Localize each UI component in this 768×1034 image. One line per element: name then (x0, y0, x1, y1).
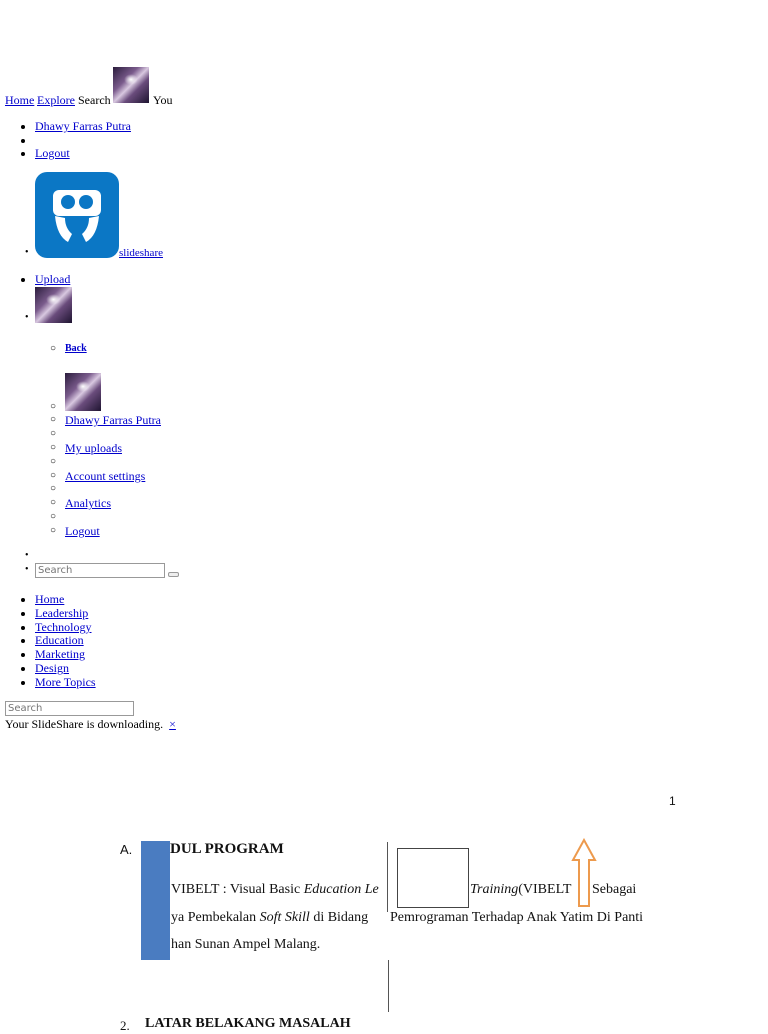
list-item (35, 606, 235, 620)
circle-bullet: ○ (50, 456, 57, 467)
logout-link[interactable]: Logout (35, 146, 70, 160)
analytics-link[interactable]: Analytics (65, 496, 111, 510)
submenu-avatar[interactable] (65, 373, 101, 411)
search-item (20, 550, 220, 582)
download-status-text: Your SlideShare is downloading. (5, 717, 164, 731)
topic-more-topics-link[interactable]: More Topics (35, 675, 96, 689)
slideshare-logo-link[interactable] (35, 172, 119, 262)
topic-design-link[interactable]: Design (35, 661, 69, 675)
brand-item (20, 172, 220, 262)
next-section-heading: LATAR BELAKANG MASALAH (145, 1016, 351, 1031)
back-link[interactable]: Back (65, 343, 87, 354)
profile-item (20, 287, 80, 325)
list-item (35, 634, 235, 647)
account-settings-link[interactable]: Account settings (65, 469, 146, 483)
circle-bullet: ○ (50, 525, 57, 536)
circle-bullet: ○ (50, 483, 57, 494)
bullet: • (25, 564, 29, 575)
doc-text: ya Pembekalan (171, 910, 260, 925)
upload-link[interactable]: Upload (35, 272, 71, 286)
list-item (35, 133, 335, 146)
bullet: • (25, 312, 29, 323)
doc-text: di Bidang (309, 910, 369, 925)
search-input[interactable] (35, 563, 165, 578)
heading-prefix: A. (120, 842, 133, 857)
list-item (35, 620, 235, 634)
list-item (35, 272, 235, 286)
topic-education-link[interactable]: Education (35, 633, 84, 647)
doc-text: Pemrograman Terhadap Anak Yatim Di Panti (390, 910, 644, 925)
topic-leadership-link[interactable]: Leadership (35, 606, 89, 620)
doc-text: (VIBELT (518, 882, 572, 897)
doc-text: Education Le (303, 882, 379, 897)
next-heading-prefix: 2. (120, 1018, 130, 1033)
circle-bullet: ○ (50, 428, 57, 439)
slideshare-logo-icon (35, 172, 119, 258)
list-item (35, 119, 335, 133)
circle-bullet: ○ (50, 470, 57, 481)
empty-text-box[interactable] (397, 848, 469, 908)
circle-bullet: ○ (50, 442, 57, 453)
topic-home-link[interactable]: Home (35, 592, 65, 606)
list-item (35, 592, 235, 606)
cursor-line (387, 842, 388, 912)
nav-home-link[interactable]: Home (5, 93, 35, 107)
profile-thumbnail[interactable] (35, 287, 72, 323)
search-button[interactable] (168, 572, 179, 577)
topics-list (0, 592, 235, 689)
up-arrow-icon (571, 838, 597, 908)
circle-bullet: ○ (50, 343, 57, 354)
brand-label[interactable]: slideshare (119, 247, 163, 259)
user-name-link[interactable]: Dhawy Farras Putra (35, 119, 131, 133)
secondary-search-input[interactable] (5, 701, 134, 716)
page-number: 1 (669, 794, 676, 808)
list-item (35, 661, 235, 675)
submenu-logout-link[interactable]: Logout (65, 524, 100, 538)
submenu-user-name-link[interactable]: Dhawy Farras Putra (65, 413, 161, 427)
circle-bullet: ○ (50, 511, 57, 522)
circle-bullet: ○ (50, 497, 57, 508)
nav-explore-link[interactable]: Explore (37, 93, 75, 107)
list-item (35, 647, 235, 661)
blue-marker-bar (141, 841, 170, 960)
topic-technology-link[interactable]: Technology (35, 620, 92, 634)
section-heading: DUL PROGRAM (170, 841, 284, 857)
nav-you-label[interactable]: You (153, 93, 173, 107)
list-item (35, 675, 235, 689)
my-uploads-link[interactable]: My uploads (65, 441, 122, 455)
circle-bullet: ○ (50, 401, 57, 412)
doc-line-1-end (470, 882, 571, 898)
close-icon[interactable]: × (169, 717, 176, 731)
download-bar (5, 717, 176, 732)
bullet: • (25, 550, 29, 561)
list-item (35, 146, 335, 160)
divider-line (388, 960, 389, 1012)
upload-menu (0, 272, 235, 286)
doc-line-2 (171, 910, 368, 926)
avatar[interactable] (113, 67, 149, 103)
doc-text: VIBELT : Visual Basic (171, 882, 304, 897)
doc-text: Sebagai (592, 882, 637, 897)
doc-line-1 (171, 882, 379, 898)
bullet: • (25, 247, 29, 258)
nav-search-label[interactable]: Search (78, 93, 111, 107)
doc-text: Soft Skill (259, 910, 310, 925)
topic-marketing-link[interactable]: Marketing (35, 647, 85, 661)
circle-bullet: ○ (50, 414, 57, 425)
doc-line-3: han Sunan Ampel Malang. (171, 937, 321, 952)
document-preview (0, 780, 768, 1033)
user-menu (0, 119, 335, 160)
doc-text: Training (470, 882, 519, 897)
